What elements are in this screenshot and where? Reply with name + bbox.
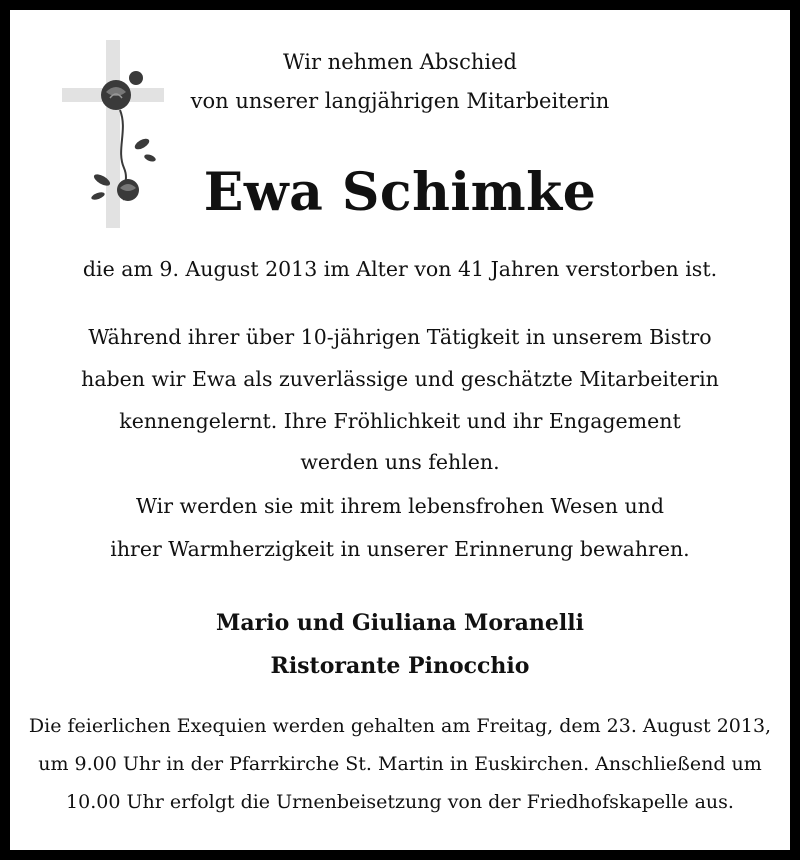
tribute-line-2: haben wir Ewa als zuverlässige und geschätzte Mitarbeiterin — [81, 367, 719, 391]
intro-line-2: von unserer langjährigen Mitarbeiterin — [190, 89, 610, 113]
tribute-line-4: werden uns fehlen. — [300, 450, 500, 474]
memory-line-2: ihrer Warmherzigkeit in unserer Erinnerung bewahren. — [110, 537, 690, 561]
intro-line-1: Wir nehmen Abschied — [283, 50, 517, 74]
service-line-2: um 9.00 Uhr in der Pfarrkirche St. Martin in Euskirchen. Anschließend um — [38, 753, 762, 775]
tribute-line-1: Während ihrer über 10-jährigen Tätigkeit in unserem Bistro — [88, 325, 712, 349]
memory-line-1: Wir werden sie mit ihrem lebensfrohen Wesen und — [135, 494, 665, 518]
death-notice: die am 9. August 2013 im Alter von 41 Jahren verstorben ist. — [82, 257, 718, 281]
service-line-3: 10.00 Uhr erfolgt die Urnenbeisetzung von der Friedhofskapelle aus. — [66, 791, 734, 813]
deceased-name: Ewa Schimke — [203, 162, 597, 223]
signature-names: Mario und Giuliana Moranelli — [216, 610, 584, 636]
tribute-line-3: kennengelernt. Ihre Fröhlichkeit und ihr Engagement — [119, 409, 681, 433]
service-line-1: Die feierlichen Exequien werden gehalten am Freitag, dem 23. August 2013, — [28, 715, 772, 737]
obituary-notice — [10, 10, 790, 850]
signature-business: Ristorante Pinocchio — [270, 653, 530, 679]
